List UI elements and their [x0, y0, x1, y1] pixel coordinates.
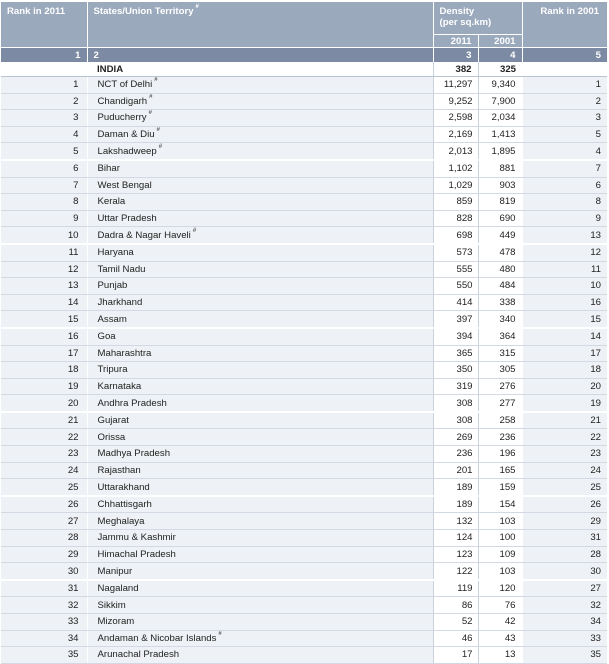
- table-row: [1, 496, 607, 513]
- state-name-cell: [87, 194, 433, 211]
- state-name: Bihar: [97, 163, 120, 175]
- table-row: [1, 580, 607, 597]
- table-row: [1, 630, 607, 647]
- density-2011-cell: 1,102: [433, 160, 478, 177]
- density-2011-cell: 394: [433, 328, 478, 345]
- state-name: Maharashtra: [97, 347, 152, 359]
- state-name: Jharkhand: [97, 297, 143, 309]
- rank-2011-cell: 7: [1, 177, 87, 194]
- density-2011-cell: 201: [433, 462, 478, 479]
- density-2011-cell: 319: [433, 378, 478, 395]
- table-row: [1, 362, 607, 379]
- rank-2011-cell: 2: [1, 93, 87, 110]
- density-2011-cell: 132: [433, 513, 478, 530]
- density-2011-cell: 308: [433, 395, 478, 412]
- rank-2001-cell: 4: [522, 143, 607, 160]
- rank-2011-cell: 8: [1, 194, 87, 211]
- rank-2001-cell: 29: [522, 513, 607, 530]
- state-name: Meghalaya: [97, 515, 145, 527]
- table-row: [1, 479, 607, 496]
- state-name: Madhya Pradesh: [97, 448, 171, 460]
- state-name-cell: [87, 362, 433, 379]
- density-2011-cell: 123: [433, 546, 478, 563]
- state-name-cell: [87, 580, 433, 597]
- density-2001-cell: 2,034: [478, 110, 522, 127]
- state-name: Andhra Pradesh: [97, 397, 167, 409]
- table-row: [1, 614, 607, 631]
- state-name-cell: [87, 378, 433, 395]
- density-2011-cell: 414: [433, 294, 478, 311]
- rank-2011-cell: 25: [1, 479, 87, 496]
- density-2011-cell: 17: [433, 647, 478, 664]
- table-row: [1, 530, 607, 547]
- table-row: [1, 345, 607, 362]
- density-header: Density (per sq.km): [433, 2, 522, 35]
- rank-2011-cell: 34: [1, 630, 87, 647]
- rank-2011-cell: 28: [1, 530, 87, 547]
- rank-2011-cell: 9: [1, 210, 87, 227]
- rank-2011-cell: 15: [1, 311, 87, 328]
- rank-2011-cell: 13: [1, 278, 87, 295]
- density-2001-cell: 881: [478, 160, 522, 177]
- table-row: [1, 412, 607, 429]
- density-2001-cell: 277: [478, 395, 522, 412]
- rank-2011-cell: 27: [1, 513, 87, 530]
- column-number: 3: [433, 48, 478, 63]
- table-row: [1, 378, 607, 395]
- rank-2011-cell: 16: [1, 328, 87, 345]
- state-name: Tamil Nadu: [97, 263, 146, 275]
- density-table: [1, 2, 607, 661]
- state-name-cell: [87, 160, 433, 177]
- union-territory-mark: #: [154, 77, 158, 84]
- state-name-cell: [87, 530, 433, 547]
- state-name-cell: [87, 496, 433, 513]
- column-number: 5: [522, 48, 607, 63]
- rank-2001-cell: 14: [522, 328, 607, 345]
- table-row: [1, 93, 607, 110]
- state-name-cell: [87, 143, 433, 160]
- column-number: 2: [87, 48, 433, 63]
- state-name: Dadra & Nagar Haveli: [97, 229, 191, 241]
- state-name: Kerala: [97, 196, 126, 208]
- table-row: [1, 395, 607, 412]
- state-name-cell: [87, 446, 433, 463]
- density-table-grid: [1, 2, 607, 664]
- density-2011-cell: 350: [433, 362, 478, 379]
- rank-2001-cell: 18: [522, 362, 607, 379]
- state-header: States/Union Territory #: [87, 2, 433, 48]
- column-number-row: [1, 48, 607, 63]
- state-name: Goa: [97, 331, 116, 343]
- rank-2011-cell: 12: [1, 261, 87, 278]
- state-name-cell: [87, 210, 433, 227]
- table-row: [1, 143, 607, 160]
- table-row: [1, 77, 607, 94]
- table-row: [1, 513, 607, 530]
- state-name-cell: [87, 479, 433, 496]
- rank-2001-cell: 15: [522, 311, 607, 328]
- density-2011-cell: 9,252: [433, 93, 478, 110]
- state-name-cell: [87, 261, 433, 278]
- density-2001-cell: 9,340: [478, 77, 522, 94]
- state-name-cell: [87, 597, 433, 614]
- rank-2001-cell: 33: [522, 630, 607, 647]
- state-name-cell: [87, 311, 433, 328]
- rank-2011-cell: 24: [1, 462, 87, 479]
- density-2001-cell: 340: [478, 311, 522, 328]
- state-name-cell: [87, 614, 433, 631]
- density-2011-cell: 573: [433, 244, 478, 261]
- state-name-cell: [87, 563, 433, 580]
- density-2001-cell: 364: [478, 328, 522, 345]
- rank-2001-cell: 2: [522, 93, 607, 110]
- density-2001-cell: 103: [478, 563, 522, 580]
- union-territory-mark: #: [158, 143, 163, 150]
- table-row: [1, 597, 607, 614]
- table-row: [1, 446, 607, 463]
- table-row: [1, 546, 607, 563]
- rank-2011-cell: 22: [1, 429, 87, 446]
- density-2011-cell: 2,169: [433, 126, 478, 143]
- union-territory-mark: #: [148, 110, 152, 117]
- india-rank-cell: [1, 62, 87, 77]
- state-name: Orissa: [97, 431, 126, 443]
- rank-2001-cell: 25: [522, 479, 607, 496]
- state-name-cell: [87, 244, 433, 261]
- rank-2011-cell: 26: [1, 496, 87, 513]
- state-name: Assam: [97, 313, 127, 325]
- table-row: [1, 294, 607, 311]
- density-2001-cell: 76: [478, 597, 522, 614]
- state-name: Lakshadweep: [97, 145, 157, 157]
- rank-2001-cell: 9: [522, 210, 607, 227]
- state-name-cell: [87, 328, 433, 345]
- density-2001-cell: 690: [478, 210, 522, 227]
- rank-2001-cell: 34: [522, 614, 607, 631]
- density-2001-cell: 154: [478, 496, 522, 513]
- state-name: NCT of Delhi: [97, 79, 153, 91]
- table-row: [1, 563, 607, 580]
- state-name: Haryana: [97, 247, 134, 259]
- column-number: 1: [1, 48, 87, 63]
- density-2011-cell: 269: [433, 429, 478, 446]
- table-row: [1, 126, 607, 143]
- year-2001-header: 2001: [478, 35, 522, 48]
- table-row: [1, 244, 607, 261]
- state-name: Puducherry: [97, 112, 147, 124]
- rank-2011-cell: 29: [1, 546, 87, 563]
- rank-2001-cell: 10: [522, 278, 607, 295]
- density-2011-cell: 828: [433, 210, 478, 227]
- density-2001-cell: 13: [478, 647, 522, 664]
- rank-2011-cell: 11: [1, 244, 87, 261]
- density-2011-cell: 119: [433, 580, 478, 597]
- density-2011-cell: 11,297: [433, 77, 478, 94]
- table-row: [1, 194, 607, 211]
- density-2001-cell: 43: [478, 630, 522, 647]
- rank-2011-cell: 10: [1, 227, 87, 244]
- state-name-cell: [87, 93, 433, 110]
- rank-2001-cell: 30: [522, 563, 607, 580]
- table-row: [1, 261, 607, 278]
- density-2001-cell: 315: [478, 345, 522, 362]
- rank-2001-cell: 32: [522, 597, 607, 614]
- rank-2001-cell: 26: [522, 496, 607, 513]
- density-2011-cell: 189: [433, 479, 478, 496]
- rank-2011-cell: 21: [1, 412, 87, 429]
- state-name: Jammu & Kashmir: [97, 532, 176, 544]
- rank-2011-cell: 30: [1, 563, 87, 580]
- density-2011-cell: 859: [433, 194, 478, 211]
- density-2011-cell: 308: [433, 412, 478, 429]
- state-name-cell: [87, 462, 433, 479]
- table-row: [1, 311, 607, 328]
- rank-2011-cell: 5: [1, 143, 87, 160]
- state-name-cell: [87, 546, 433, 563]
- density-2011-cell: 236: [433, 446, 478, 463]
- density-2011-cell: 52: [433, 614, 478, 631]
- density-2011-cell: 46: [433, 630, 478, 647]
- rank-2011-cell: 18: [1, 362, 87, 379]
- table-row: [1, 210, 607, 227]
- rank-2011-cell: 17: [1, 345, 87, 362]
- rank-2011-cell: 23: [1, 446, 87, 463]
- density-2001-cell: 480: [478, 261, 522, 278]
- india-density-2001: 325: [478, 62, 522, 77]
- density-2011-cell: 86: [433, 597, 478, 614]
- rank-2001-cell: 5: [522, 126, 607, 143]
- state-name-cell: [87, 513, 433, 530]
- rank-2011-cell: 3: [1, 110, 87, 127]
- rank-2001-cell: 12: [522, 244, 607, 261]
- union-territory-mark: #: [192, 227, 197, 234]
- rank-2001-cell: 35: [522, 647, 607, 664]
- density-2001-cell: 484: [478, 278, 522, 295]
- state-name-cell: [87, 412, 433, 429]
- state-name: Uttar Pradesh: [97, 213, 157, 225]
- state-name-cell: [87, 227, 433, 244]
- density-2011-cell: 698: [433, 227, 478, 244]
- rank-2001-cell: 8: [522, 194, 607, 211]
- rank-2011-cell: 35: [1, 647, 87, 664]
- rank-2001-cell: 13: [522, 227, 607, 244]
- state-name: Daman & Diu: [97, 129, 155, 141]
- state-name: Manipur: [97, 565, 133, 577]
- table-row: [1, 278, 607, 295]
- rank-2001-cell: 21: [522, 412, 607, 429]
- state-name-cell: [87, 630, 433, 647]
- density-2001-cell: 100: [478, 530, 522, 547]
- state-name: Uttarakhand: [97, 481, 150, 493]
- table-row: [1, 160, 607, 177]
- union-territory-mark: #: [218, 630, 222, 637]
- rank-2001-cell: 6: [522, 177, 607, 194]
- density-2011-cell: 124: [433, 530, 478, 547]
- state-name-cell: [87, 126, 433, 143]
- density-2011-cell: 189: [433, 496, 478, 513]
- rank-2011-cell: 14: [1, 294, 87, 311]
- state-name: Himachal Pradesh: [97, 548, 176, 560]
- table-row: [1, 227, 607, 244]
- rank-2001-cell: 20: [522, 378, 607, 395]
- density-2001-cell: 903: [478, 177, 522, 194]
- state-name-cell: [87, 278, 433, 295]
- rank-2011-cell: 1: [1, 77, 87, 94]
- density-2011-cell: 365: [433, 345, 478, 362]
- density-2001-cell: 7,900: [478, 93, 522, 110]
- density-2001-cell: 1,895: [478, 143, 522, 160]
- rank-2001-cell: 1: [522, 77, 607, 94]
- density-2011-cell: 1,029: [433, 177, 478, 194]
- table-row: [1, 110, 607, 127]
- india-density-2011: 382: [433, 62, 478, 77]
- density-2001-cell: 276: [478, 378, 522, 395]
- rank-2001-cell: 24: [522, 462, 607, 479]
- density-2001-cell: 236: [478, 429, 522, 446]
- rank-2011-cell: 6: [1, 160, 87, 177]
- density-2001-cell: 1,413: [478, 126, 522, 143]
- rank-2001-cell: 19: [522, 395, 607, 412]
- state-name-cell: [87, 345, 433, 362]
- rank-2011-cell: 4: [1, 126, 87, 143]
- density-2001-cell: 819: [478, 194, 522, 211]
- state-name: Karnataka: [97, 380, 142, 392]
- density-2011-cell: 2,013: [433, 143, 478, 160]
- density-2001-cell: 165: [478, 462, 522, 479]
- rank-2001-cell: 31: [522, 530, 607, 547]
- density-2001-cell: 42: [478, 614, 522, 631]
- density-2001-cell: 478: [478, 244, 522, 261]
- rank-2001-cell: 11: [522, 261, 607, 278]
- density-2001-cell: 305: [478, 362, 522, 379]
- rank-2011-header: Rank in 2011: [1, 2, 87, 48]
- rank-2001-cell: 28: [522, 546, 607, 563]
- state-name-cell: [87, 77, 433, 94]
- rank-2001-cell: 22: [522, 429, 607, 446]
- union-territory-mark: #: [149, 93, 153, 100]
- rank-2001-cell: 7: [522, 160, 607, 177]
- rank-2011-cell: 33: [1, 614, 87, 631]
- rank-2001-cell: 23: [522, 446, 607, 463]
- header-row: [1, 2, 607, 35]
- state-name: Gujarat: [97, 415, 129, 427]
- state-name-cell: [87, 177, 433, 194]
- rank-2001-cell: 3: [522, 110, 607, 127]
- rank-2011-cell: 20: [1, 395, 87, 412]
- density-2001-cell: 338: [478, 294, 522, 311]
- rank-2011-cell: 19: [1, 378, 87, 395]
- table-row: [1, 328, 607, 345]
- india-rank-2001-cell: [522, 62, 607, 77]
- density-2011-cell: 550: [433, 278, 478, 295]
- state-name: West Bengal: [97, 179, 152, 191]
- year-2011-header: 2011: [433, 35, 478, 48]
- column-number: 4: [478, 48, 522, 63]
- density-2011-cell: 2,598: [433, 110, 478, 127]
- state-name: Nagaland: [97, 583, 139, 595]
- rank-2011-cell: 32: [1, 597, 87, 614]
- density-2001-cell: 109: [478, 546, 522, 563]
- density-2001-cell: 196: [478, 446, 522, 463]
- state-name: Arunachal Pradesh: [97, 649, 180, 661]
- density-2001-cell: 258: [478, 412, 522, 429]
- state-name: Tripura: [97, 364, 128, 376]
- state-name-cell: [87, 647, 433, 664]
- state-name: Mizoram: [97, 616, 135, 628]
- state-rows: [1, 77, 607, 664]
- density-2001-cell: 120: [478, 580, 522, 597]
- table-row: [1, 429, 607, 446]
- india-name: INDIA: [87, 62, 433, 77]
- table-row: [1, 177, 607, 194]
- density-2001-cell: 103: [478, 513, 522, 530]
- state-name: Punjab: [97, 280, 128, 292]
- union-territory-mark: #: [156, 127, 160, 134]
- rank-2001-cell: 17: [522, 345, 607, 362]
- rank-2001-header: Rank in 2001: [522, 2, 607, 48]
- state-name-cell: [87, 294, 433, 311]
- state-name: Rajasthan: [97, 464, 141, 476]
- state-name: Chhattisgarh: [97, 499, 152, 511]
- india-total-row: [1, 62, 607, 77]
- state-name: Chandigarh: [97, 95, 148, 107]
- rank-2011-cell: 31: [1, 580, 87, 597]
- state-name-cell: [87, 395, 433, 412]
- state-name: Andaman & Nicobar Islands: [97, 632, 217, 644]
- rank-2001-cell: 27: [522, 580, 607, 597]
- state-name: Sikkim: [97, 599, 126, 611]
- table-row: [1, 647, 607, 664]
- state-name-cell: [87, 110, 433, 127]
- state-name-cell: [87, 429, 433, 446]
- density-2011-cell: 555: [433, 261, 478, 278]
- rank-2001-cell: 16: [522, 294, 607, 311]
- density-2011-cell: 122: [433, 563, 478, 580]
- density-2011-cell: 397: [433, 311, 478, 328]
- density-2001-cell: 159: [478, 479, 522, 496]
- table-row: [1, 462, 607, 479]
- density-2001-cell: 449: [478, 227, 522, 244]
